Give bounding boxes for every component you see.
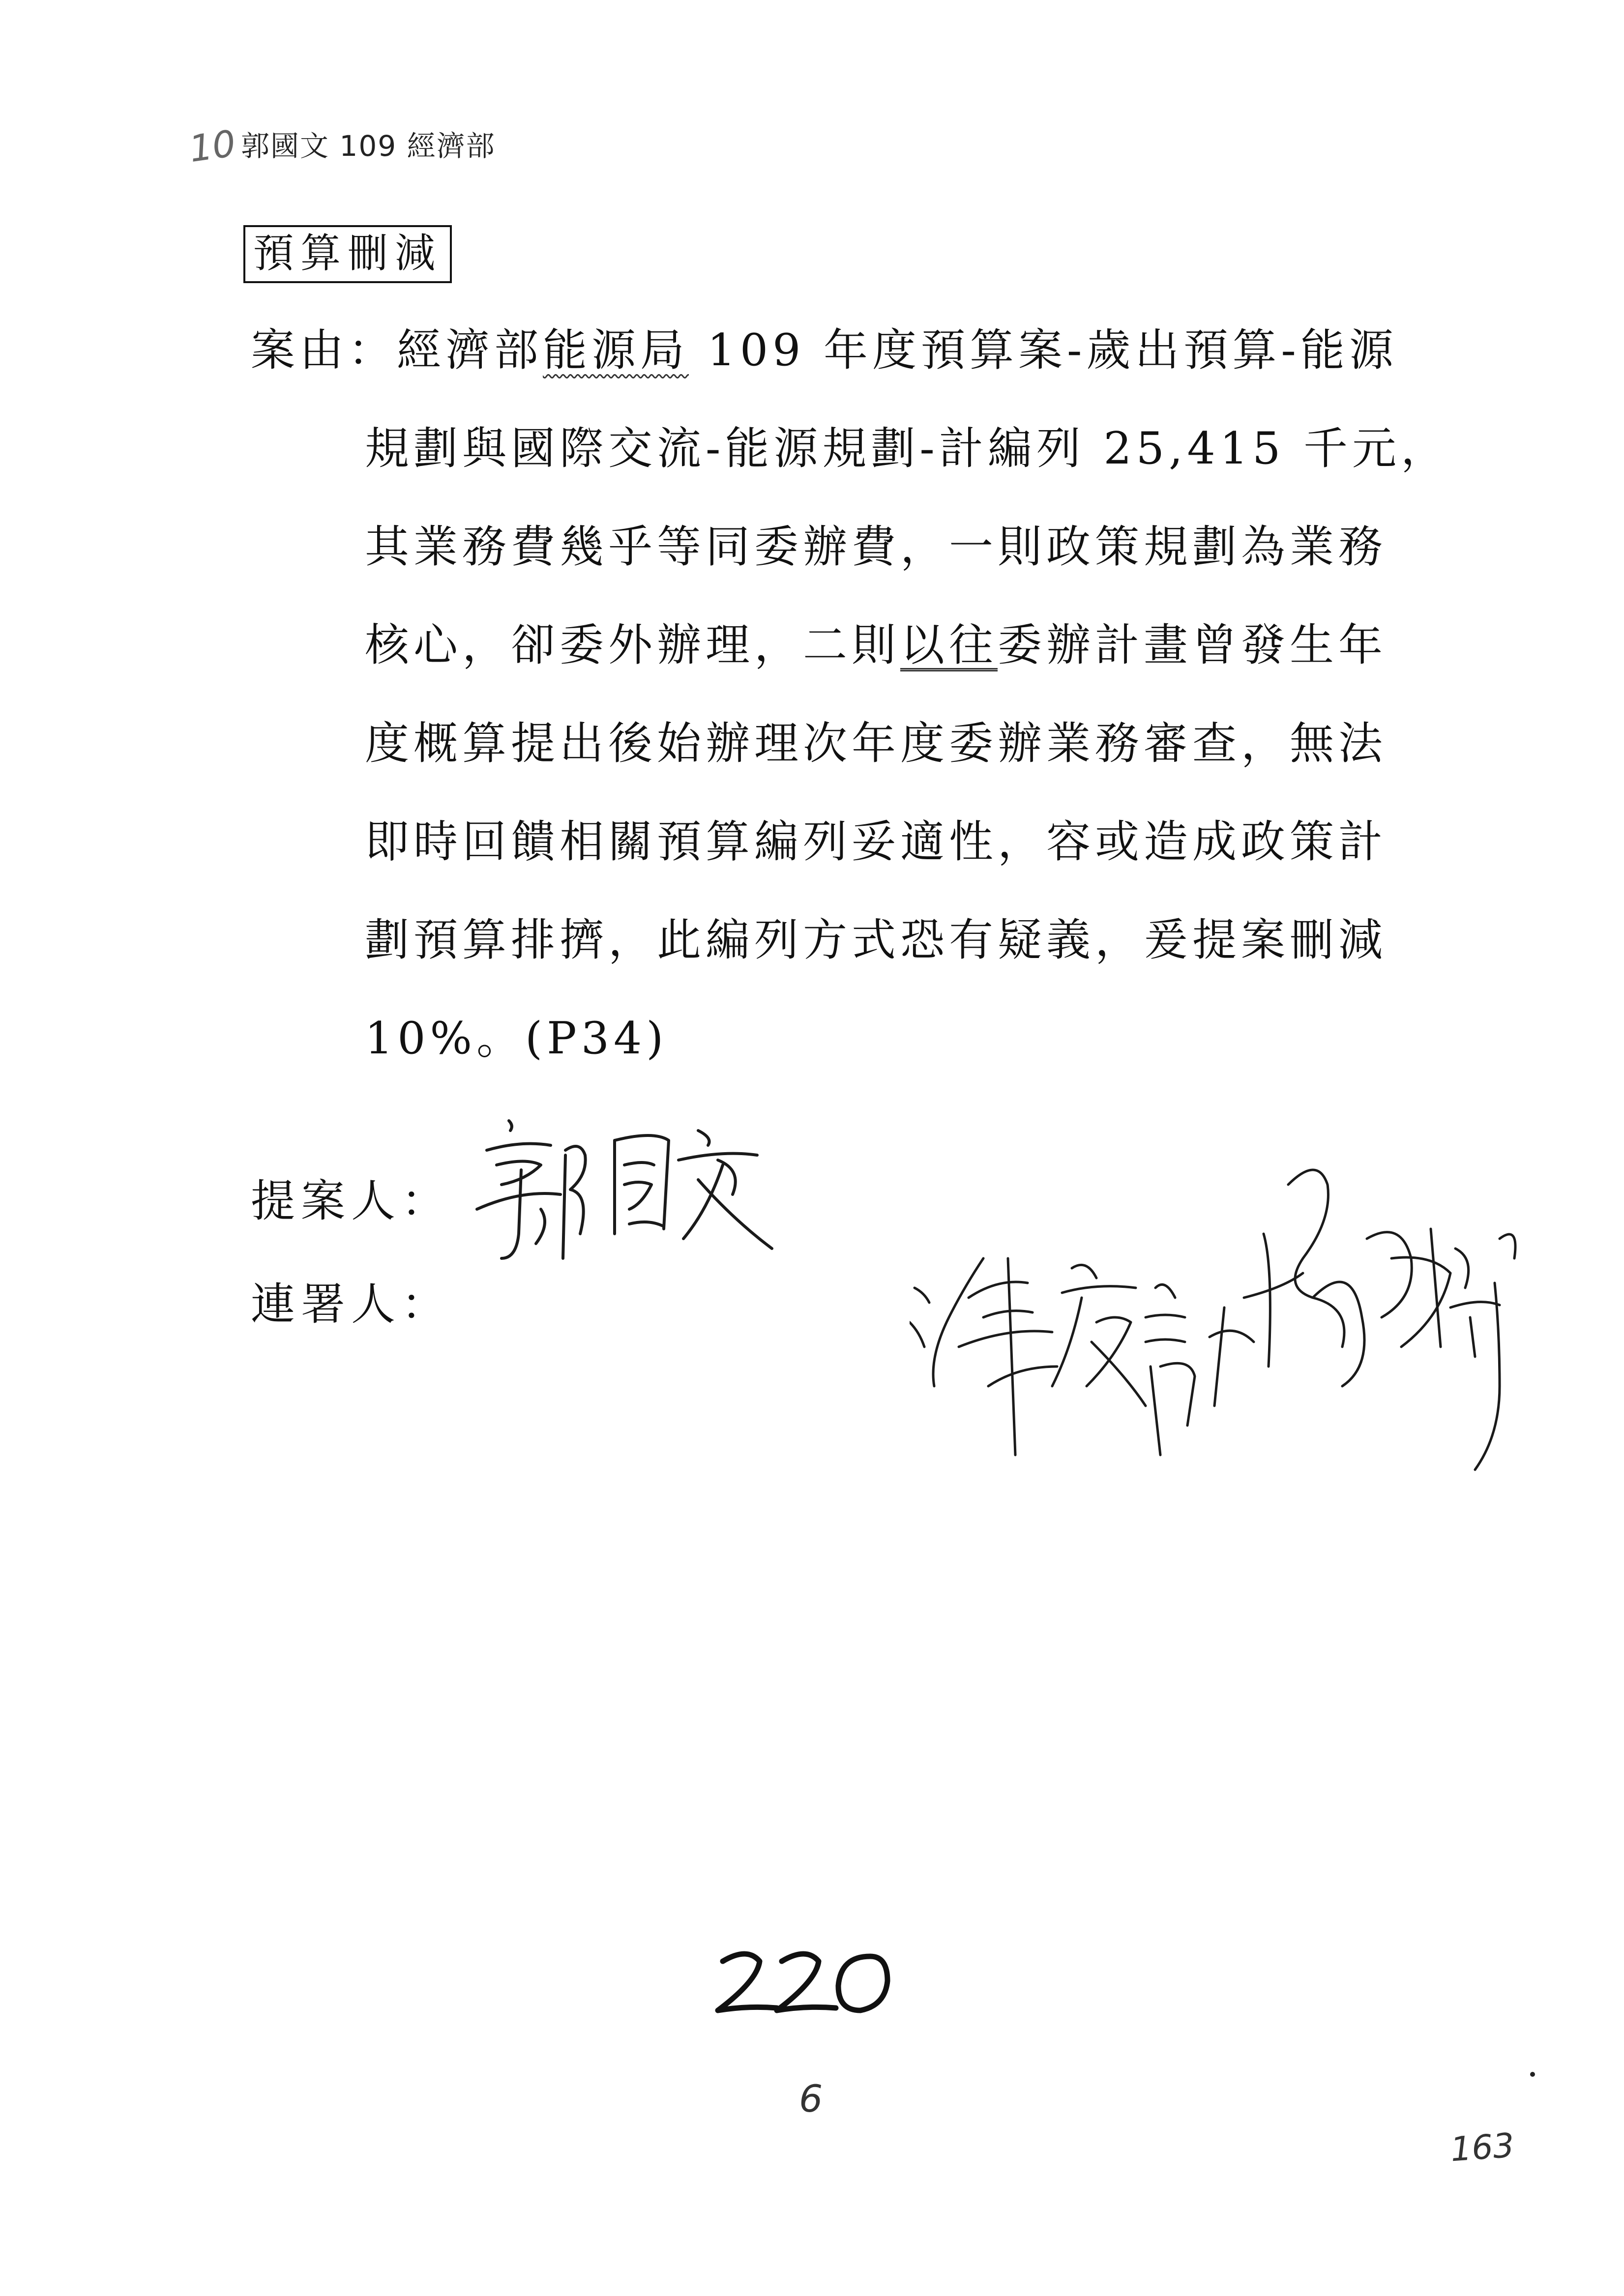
margin-number: 10 <box>186 122 238 171</box>
body-line-3: 其業務費幾乎等同委辦費，一則政策規劃為業務 <box>365 521 1387 573</box>
corner-number: 163 <box>1449 2126 1516 2170</box>
handwritten-page-number <box>713 1942 900 2022</box>
title-box: 預算刪減 <box>243 225 452 283</box>
body-line-5: 度概算提出後始辦理次年度委辦業務審查，無法 <box>365 718 1387 769</box>
body-line-4-prefix: 核心，卻委外辦理，二則 <box>365 619 900 671</box>
page-number: 6 <box>799 2077 823 2121</box>
underlined-term: 以往 <box>900 619 998 671</box>
cosigner-label: 連署人： <box>251 1279 451 1330</box>
proposer-label: 提案人： <box>251 1175 451 1227</box>
body-line-8: 10%。(P34) <box>365 1013 668 1064</box>
underlined-agency: 能源局 <box>543 324 689 376</box>
body-line-4 <box>365 619 1387 671</box>
document-header: 郭國文 109 經濟部 <box>241 129 496 163</box>
body-line-7: 劃預算排擠，此編列方式恐有疑義，爰提案刪減 <box>365 914 1387 966</box>
cosigner-signatures <box>910 1111 1598 1484</box>
body-line-1-prefix: 案由：經濟部 <box>251 324 543 376</box>
body-line-6: 即時回饋相關預算編列妥適性，容或造成政策計 <box>365 816 1387 868</box>
proposer-signature <box>467 1111 801 1273</box>
body-line-1 <box>251 324 1398 376</box>
body-line-2: 規劃與國際交流-能源規劃-計編列 25,415 千元， <box>365 423 1449 474</box>
body-line-1-suffix: 109 年度預算案-歲出預算-能源 <box>689 324 1398 376</box>
ink-dot <box>1530 2072 1535 2077</box>
body-line-4-suffix: 委辦計畫曾發生年 <box>998 619 1387 671</box>
